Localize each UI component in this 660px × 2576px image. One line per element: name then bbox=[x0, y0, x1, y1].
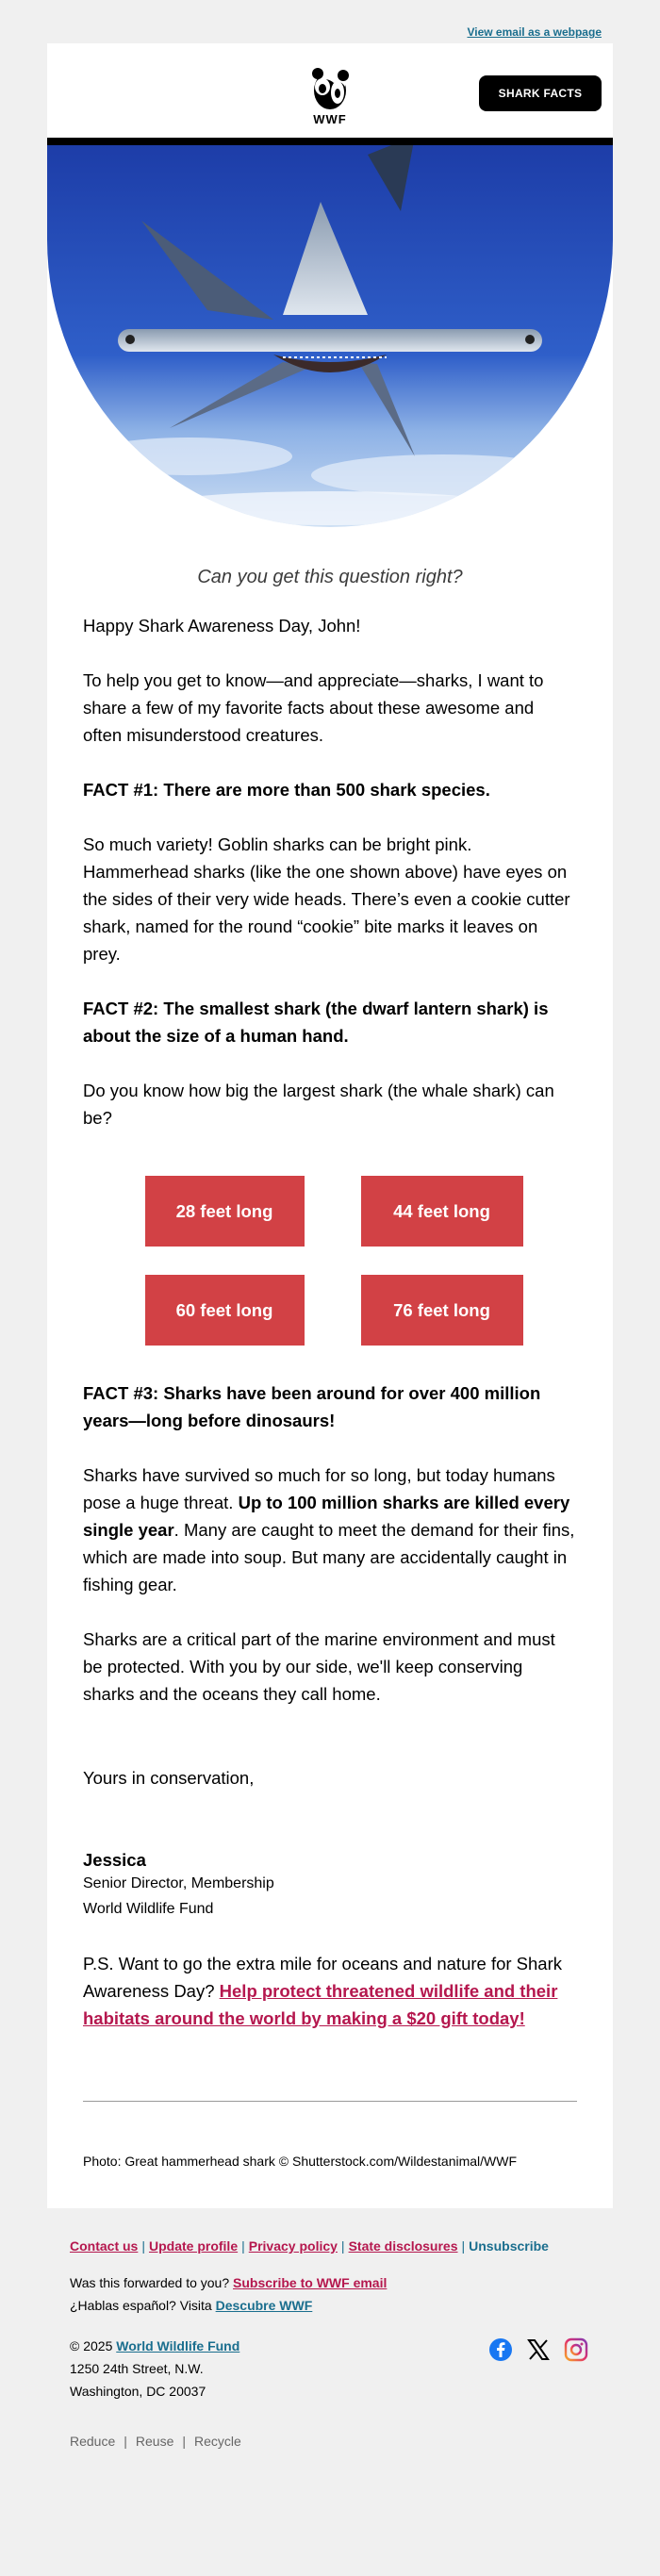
fact-1-text: FACT #1: There are more than 500 shark species. bbox=[83, 780, 490, 800]
ps-paragraph bbox=[83, 1950, 577, 2032]
threat-bold: Up to 100 million sharks are killed every single year bbox=[83, 1493, 570, 1540]
city-address: Washington, DC 20037 bbox=[70, 2384, 206, 2399]
view-as-webpage-link[interactable]: View email as a webpage bbox=[467, 25, 602, 39]
photo-credit: Photo: Great hammerhead shark © Shutterstock.com/Wildestanimal/WWF bbox=[83, 2154, 518, 2169]
threat-paragraph bbox=[83, 1461, 577, 1598]
social-icons bbox=[488, 2337, 588, 2362]
reduce-text: Reduce bbox=[70, 2434, 116, 2449]
state-disclosures-link[interactable]: State disclosures bbox=[348, 2238, 458, 2254]
forward-note bbox=[70, 2271, 590, 2317]
fact-1-body: So much variety! Goblin sharks can be bright pink. Hammerhead sharks (like the one shown above) have eyes on the sides of their very wide heads. There’s even a cookie cutter shark, named for the round “cookie” bite marks it leaves on prey. bbox=[83, 834, 570, 964]
fact-2-text: FACT #2: The smallest shark (the dwarf lantern shark) is about the size of a human hand. bbox=[83, 999, 549, 1046]
answer-button-60[interactable]: 60 feet long bbox=[145, 1275, 305, 1346]
signature-name: Jessica bbox=[83, 1850, 146, 1870]
donate-link[interactable]: Help protect threatened wildlife and their habitats around the world by making a $20 gift today! bbox=[83, 1981, 558, 2028]
threat-pre: Sharks have survived so much for so long, but today humans pose a huge threat. bbox=[83, 1465, 555, 1512]
email-footer bbox=[47, 2208, 613, 2509]
facebook-icon[interactable] bbox=[488, 2337, 513, 2362]
x-icon[interactable] bbox=[526, 2337, 551, 2362]
email-card bbox=[47, 43, 613, 2208]
reuse-text: Reuse bbox=[135, 2434, 174, 2449]
update-profile-link[interactable]: Update profile bbox=[148, 2238, 239, 2254]
answer-button-76[interactable]: 76 feet long bbox=[361, 1275, 523, 1346]
wwf-org-link[interactable]: World Wildlife Fund bbox=[116, 2338, 240, 2353]
unsubscribe-link[interactable]: Unsubscribe bbox=[469, 2238, 549, 2254]
signature-title: Senior Director, Membership bbox=[83, 1875, 274, 1891]
answer-grid bbox=[83, 1176, 577, 1346]
forward-text: Was this forwarded to you? bbox=[70, 2275, 234, 2290]
subscribe-link[interactable]: Subscribe to WWF email bbox=[233, 2275, 388, 2290]
recycle-text: Recycle bbox=[194, 2434, 241, 2449]
protect-paragraph: Sharks are a critical part of the marine environment and must be protected. With you by our side, we'll keep conserving sharks and the oceans they call home. bbox=[83, 1629, 555, 1704]
threat-post: . Many are caught to meet the demand for their fins, which are made into soup. But many are accidentally caught in fishing gear. bbox=[83, 1520, 575, 1594]
reduce-reuse-recycle: Reduce | Reuse | Recycle bbox=[70, 2434, 241, 2449]
fact-3-heading bbox=[83, 1379, 577, 1434]
quiz-question: Do you know how big the largest shark (the whale shark) can be? bbox=[83, 1081, 554, 1128]
question-heading: Can you get this question right? bbox=[197, 567, 463, 587]
instagram-icon[interactable] bbox=[564, 2337, 588, 2362]
panda-icon bbox=[309, 66, 351, 111]
intro-paragraph: To help you get to know—and appreciate—sharks, I want to share a few of my favorite facts about these awesome and often misunderstood creatures. bbox=[83, 670, 544, 745]
privacy-policy-link[interactable]: Privacy policy bbox=[248, 2238, 338, 2254]
footer-links: Contact us | Update profile | Privacy policy | State disclosures | Unsubscribe bbox=[70, 2238, 549, 2254]
wwf-logo-text: WWF bbox=[313, 112, 347, 126]
fact-2-heading bbox=[83, 995, 577, 1049]
email-body bbox=[47, 567, 613, 2208]
spanish-text: ¿Hablas español? Visita bbox=[70, 2298, 216, 2313]
hammerhead-shark-photo bbox=[47, 145, 613, 527]
address-row bbox=[70, 2335, 590, 2403]
top-bar bbox=[0, 0, 660, 43]
signature-org: World Wildlife Fund bbox=[83, 1901, 214, 1917]
shark-facts-button[interactable]: SHARK FACTS bbox=[479, 75, 602, 111]
fact-3-text: FACT #3: Sharks have been around for over 400 million years—long before dinosaurs! bbox=[83, 1383, 541, 1430]
contact-us-link[interactable]: Contact us bbox=[70, 2238, 139, 2254]
answer-button-28[interactable]: 28 feet long bbox=[145, 1176, 305, 1247]
greeting: Happy Shark Awareness Day, John! bbox=[83, 616, 361, 636]
descubre-wwf-link[interactable]: Descubre WWF bbox=[215, 2298, 313, 2313]
closing: Yours in conservation, bbox=[83, 1768, 255, 1788]
email-header bbox=[47, 43, 613, 145]
fact-1-heading bbox=[83, 776, 577, 803]
wwf-logo[interactable] bbox=[305, 66, 355, 126]
answer-button-44[interactable]: 44 feet long bbox=[361, 1176, 523, 1247]
copyright: © 2025 bbox=[70, 2338, 117, 2353]
street-address: 1250 24th Street, N.W. bbox=[70, 2361, 204, 2376]
ps-text: P.S. Want to go the extra mile for oceans and nature for Shark Awareness Day? bbox=[83, 1954, 563, 2001]
hero-image bbox=[47, 145, 613, 527]
